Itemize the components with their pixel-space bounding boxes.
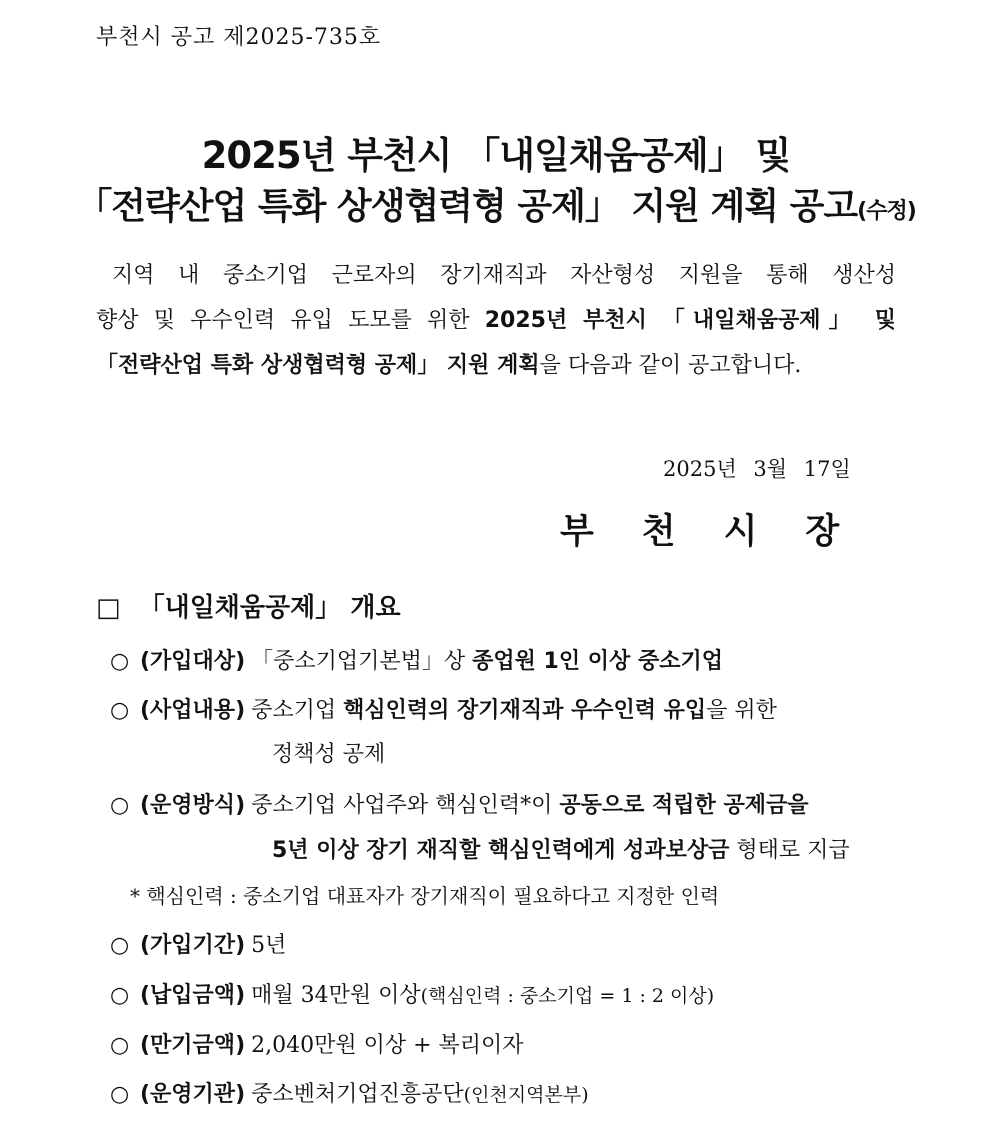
mayor-signature: 부천시장 [560, 512, 888, 552]
item-label: (운영방식) [140, 793, 246, 818]
item-text: 5년 [251, 933, 287, 958]
list-item-period [110, 928, 286, 959]
item-text: 「중소기업기본법」상 [251, 649, 473, 674]
item-label: (운영기관) [140, 1082, 246, 1107]
list-item-agency [110, 1077, 589, 1108]
item-text: 중소벤처기업진흥공단 [251, 1082, 464, 1107]
circle-bullet-icon: ○ [110, 698, 130, 723]
list-item-business [110, 693, 777, 724]
section-heading [96, 587, 401, 624]
intro-line-1: 지역 내 중소기업 근로자의 장기재직과 자산형성 지원을 통해 생산성 [112, 263, 896, 288]
item-label: (납입금액) [140, 983, 246, 1008]
item-text: 을 위한 [706, 698, 777, 723]
item-continuation [272, 833, 850, 864]
title-suffix: (수정) [857, 199, 916, 224]
title-line-2-text: 「전략산업 특화 상생협력형 공제」 지원 계획 공고 [76, 186, 858, 227]
item-text-bold: 5년 이상 장기 재직할 핵심인력에게 성과보상금 [272, 838, 730, 863]
title-line-1: 2025년 부천시 「내일채움공제」 및 [201, 134, 791, 177]
item-text: 중소기업 [251, 698, 344, 723]
item-text-bold: 핵심인력의 장기재직과 우수인력 유입 [343, 698, 707, 723]
circle-bullet-icon: ○ [110, 1033, 130, 1058]
intro-line-3-a: 「전략산업 특화 상생협력형 공제」 지원 계획 [96, 353, 540, 378]
item-text-bold: 공동으로 적립한 공제금을 [559, 793, 809, 818]
checkbox-square-icon: □ [96, 593, 121, 623]
list-item-operation [110, 788, 808, 819]
circle-bullet-icon: ○ [110, 649, 130, 674]
item-text: 중소기업 사업주와 핵심인력*이 [251, 793, 560, 818]
notice-date: 2025년 3월 17일 [663, 457, 851, 481]
item-label: (만기금액) [140, 1033, 246, 1058]
item-text-bold: 종업원 1인 이상 중소기업 [472, 649, 723, 674]
intro-line-2-b: 2025년 부천시 「내일채움공제」 및 [484, 308, 896, 333]
circle-bullet-icon: ○ [110, 983, 130, 1008]
item-label: (가입기간) [140, 933, 246, 958]
item-text: 매월 34만원 이상 [251, 983, 421, 1008]
item-text: 2,040만원 이상 + 복리이자 [251, 1033, 524, 1058]
list-item-payment [110, 978, 714, 1009]
item-label: (사업내용) [140, 698, 246, 723]
section-title: 「내일채움공제」 개요 [138, 593, 401, 623]
intro-line-2-a: 향상 및 우수인력 유입 도모를 위한 [96, 308, 485, 333]
intro-line-3-b: 을 다음과 같이 공고합니다. [539, 353, 802, 378]
circle-bullet-icon: ○ [110, 1082, 130, 1107]
item-text-paren: (핵심인력 : 중소기업 = 1 : 2 이상) [420, 985, 715, 1007]
list-item-eligibility [110, 644, 723, 675]
intro-line-3 [96, 348, 896, 379]
intro-line-2 [96, 303, 896, 334]
circle-bullet-icon: ○ [110, 933, 130, 958]
title-line-2 [0, 178, 992, 229]
notice-number: 부천시 공고 제2025-735호 [96, 25, 382, 50]
item-continuation: 정책성 공제 [272, 742, 386, 767]
circle-bullet-icon: ○ [110, 793, 130, 818]
list-item-maturity [110, 1028, 524, 1059]
item-text-paren: (인천지역본부) [463, 1084, 589, 1106]
footnote: * 핵심인력 : 중소기업 대표자가 장기재직이 필요하다고 지정한 인력 [130, 884, 720, 908]
item-text: 형태로 지급 [729, 838, 850, 863]
item-label: (가입대상) [140, 649, 246, 674]
